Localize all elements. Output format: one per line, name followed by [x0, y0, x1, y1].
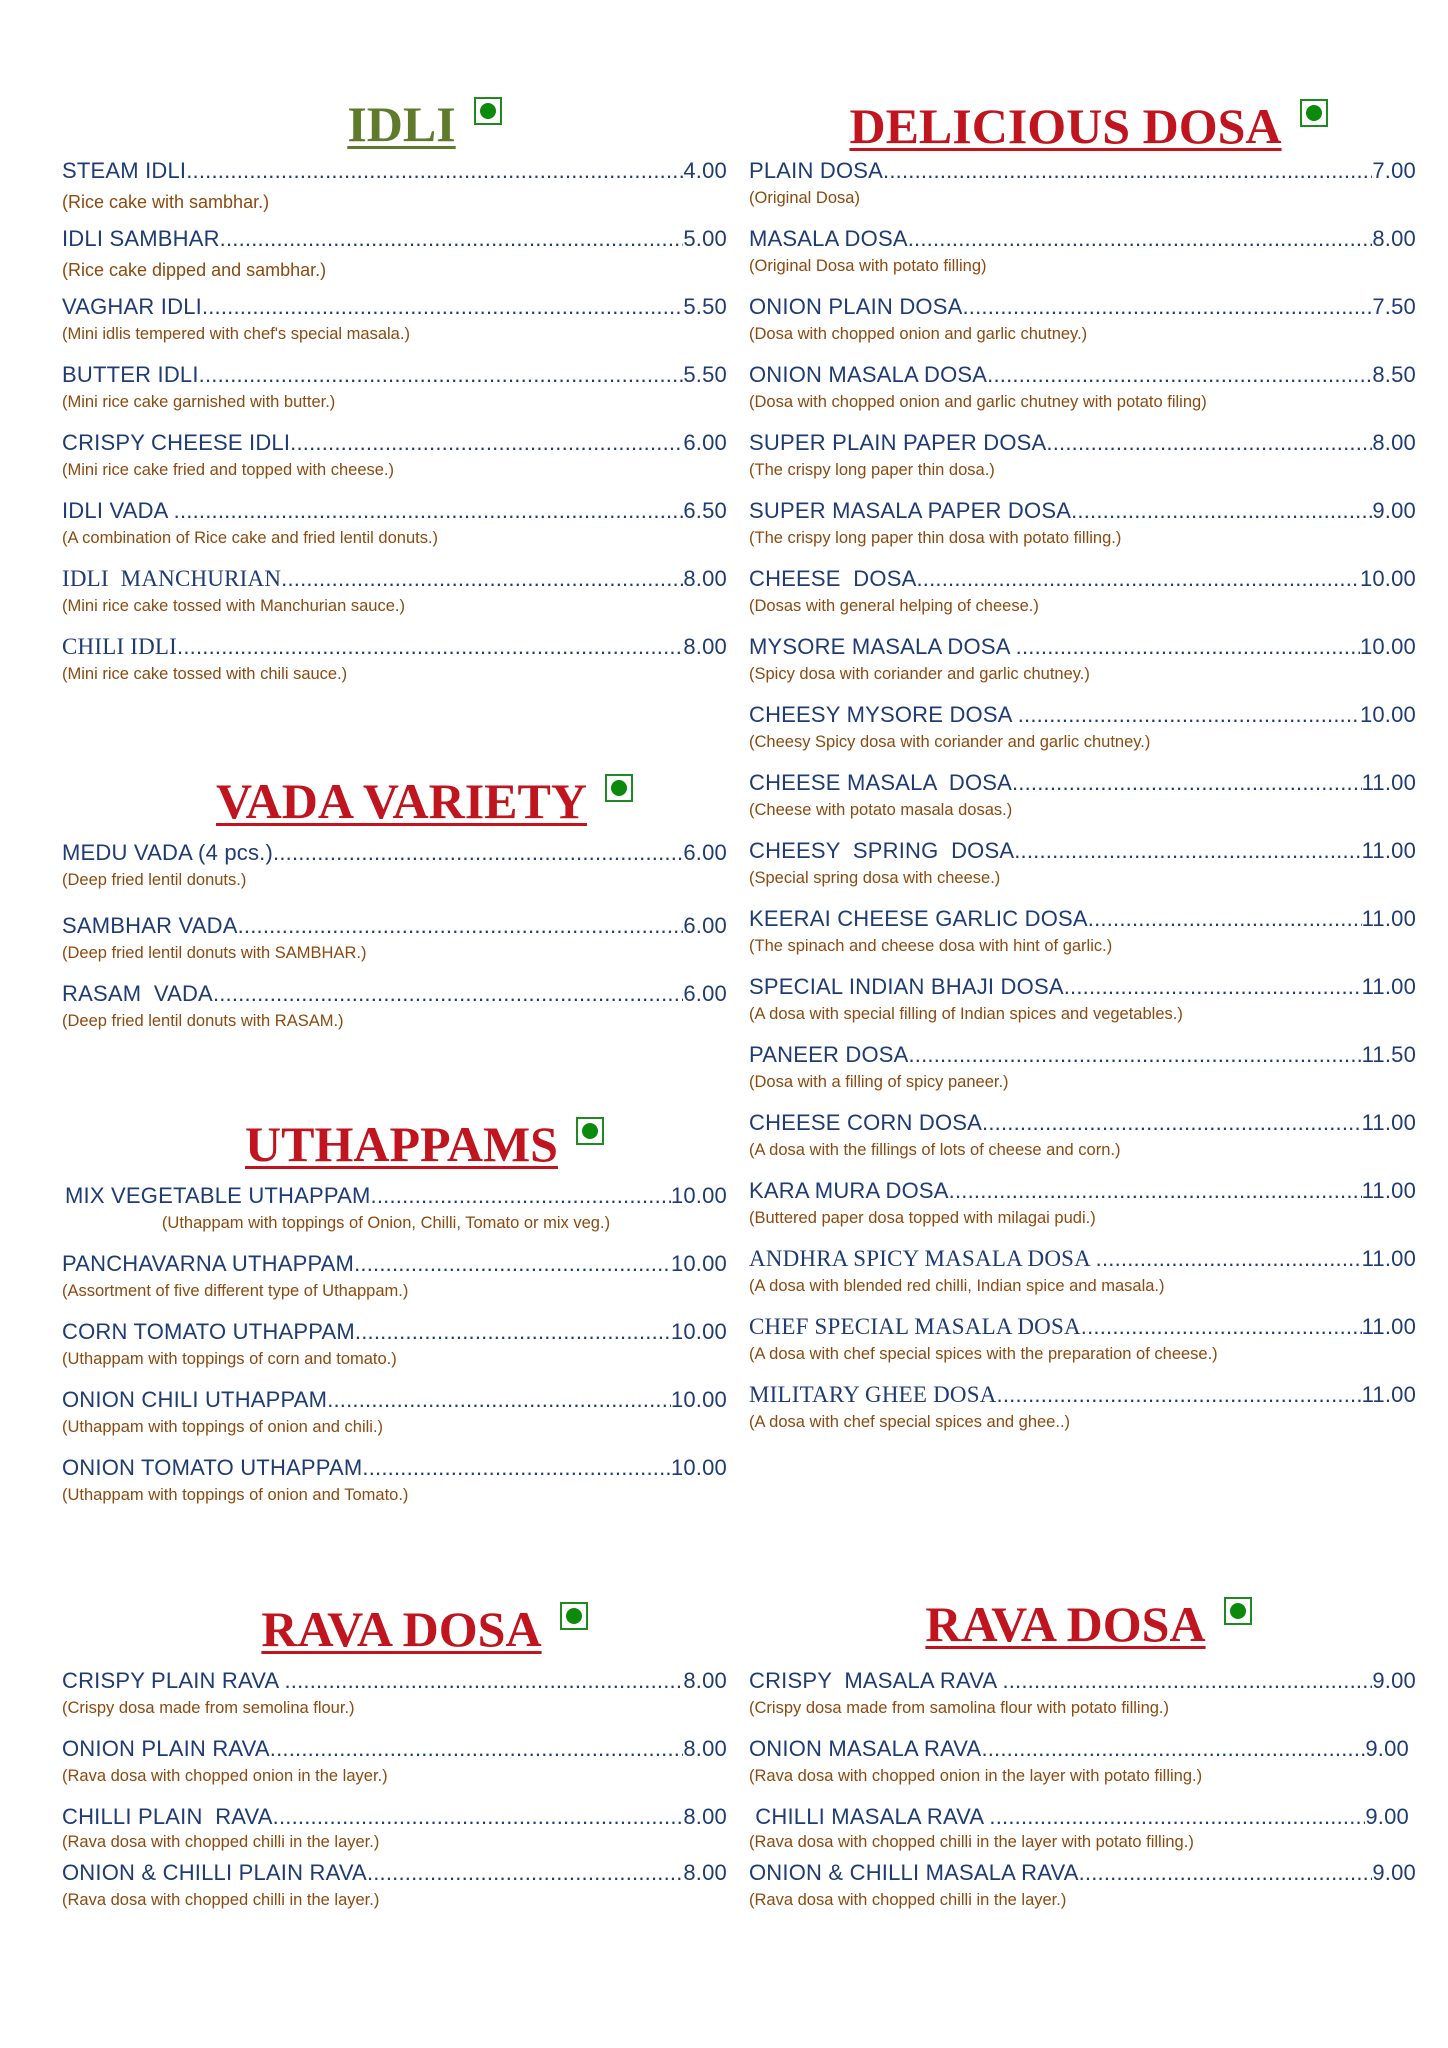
- menu-item: [749, 362, 1416, 412]
- item-name: CHEESE CORN DOSA: [749, 1110, 983, 1135]
- item-name: CHEESE DOSA: [749, 566, 917, 591]
- item-name: SUPER PLAIN PAPER DOSA: [749, 430, 1047, 455]
- item-price: 11.00: [1361, 838, 1416, 863]
- item-description: (Assortment of five different type of Uthappam.): [62, 1282, 409, 1300]
- menu-item: [749, 158, 1416, 208]
- item-price: 6.00: [683, 913, 727, 938]
- item-price: 6.50: [683, 498, 727, 523]
- item-price: 10.00: [670, 1455, 727, 1480]
- item-description: (Buttered paper dosa topped with milagai pudi.): [749, 1209, 1096, 1227]
- item-price: 8.00: [1372, 226, 1416, 251]
- item-price: 10.00: [670, 1251, 727, 1276]
- menu-item: [65, 1183, 727, 1233]
- item-price: 11.00: [1361, 1382, 1416, 1407]
- item-description: (Dosas with general helping of cheese.): [749, 597, 1039, 615]
- item-description: (Mini rice cake tossed with chili sauce.): [62, 665, 348, 683]
- item-price: 11.00: [1361, 1110, 1416, 1135]
- item-name: RASAM VADA: [62, 981, 213, 1006]
- menu-item: [62, 634, 727, 684]
- menu-item: [62, 362, 727, 412]
- item-name: STEAM IDLI: [62, 158, 187, 183]
- item-price: 10.00: [1359, 566, 1416, 591]
- menu-item: [749, 1110, 1416, 1160]
- item-price: 8.50: [1372, 362, 1416, 387]
- item-description: (Special spring dosa with cheese.): [749, 869, 1001, 887]
- veg-symbol-icon: [605, 774, 633, 802]
- item-price: 11.00: [1361, 974, 1416, 999]
- veg-symbol-icon: [560, 1602, 588, 1630]
- menu-item: [749, 770, 1416, 820]
- menu-item: [749, 1382, 1416, 1432]
- item-price: 11.00: [1361, 906, 1416, 931]
- section-title: RAVA DOSA: [925, 1596, 1206, 1652]
- item-description: (A dosa with chef special spices and ghee..): [749, 1413, 1071, 1431]
- item-description: (Dosa with a filling of spicy paneer.): [749, 1073, 1009, 1091]
- item-description: (A dosa with special filling of Indian spices and vegetables.): [749, 1005, 1183, 1023]
- item-price: 10.00: [670, 1319, 727, 1344]
- item-description: (Rice cake dipped and sambhar.): [62, 260, 327, 280]
- menu-item: [749, 1804, 1409, 1852]
- item-price: 8.00: [1372, 430, 1416, 455]
- item-description: (Rava dosa with chopped onion in the layer.): [62, 1767, 388, 1785]
- item-name: PANEER DOSA: [749, 1042, 909, 1067]
- item-price: 11.00: [1361, 1178, 1416, 1203]
- item-price: 6.00: [683, 981, 727, 1006]
- item-description: (Original Dosa with potato filling): [749, 257, 987, 275]
- item-price: 10.00: [670, 1183, 727, 1208]
- item-name: CHILI IDLI: [62, 634, 178, 659]
- menu-item: [62, 913, 727, 963]
- item-name: KEERAI CHEESE GARLIC DOSA: [749, 906, 1088, 931]
- item-description: (The spinach and cheese dosa with hint of garlic.): [749, 937, 1113, 955]
- item-price: 8.00: [683, 1736, 727, 1761]
- menu-item: [62, 1319, 727, 1369]
- menu-item: [62, 1455, 727, 1505]
- menu-item: [749, 838, 1416, 888]
- section-title: RAVA DOSA: [261, 1601, 542, 1657]
- item-name: ONION PLAIN DOSA: [749, 294, 963, 319]
- item-price: 8.00: [683, 1668, 727, 1693]
- item-name: ONION PLAIN RAVA: [62, 1736, 270, 1761]
- item-name: BUTTER IDLI: [62, 362, 199, 387]
- item-description: (Rava dosa with chopped onion in the layer with potato filling.): [749, 1767, 1203, 1785]
- menu-item: [749, 702, 1416, 752]
- item-description: (Mini rice cake tossed with Manchurian sauce.): [62, 597, 405, 615]
- item-name: MILITARY GHEE DOSA: [749, 1382, 997, 1407]
- item-description: (Rava dosa with chopped chilli in the layer.): [62, 1833, 380, 1851]
- item-price: 7.00: [1372, 158, 1416, 183]
- item-description: (Dosa with chopped onion and garlic chutney with potato filing): [749, 393, 1207, 411]
- item-price: 4.00: [683, 158, 727, 183]
- item-price: 10.00: [670, 1387, 727, 1412]
- item-price: 5.50: [683, 362, 727, 387]
- item-description: (Dosa with chopped onion and garlic chutney.): [749, 325, 1088, 343]
- section-header: [62, 772, 727, 830]
- menu-item: [749, 974, 1416, 1024]
- menu-item: [62, 430, 727, 480]
- item-description: (Deep fried lentil donuts.): [62, 871, 247, 889]
- menu-item: [62, 840, 727, 890]
- item-name: ONION & CHILLI MASALA RAVA: [749, 1860, 1079, 1885]
- item-description: (Original Dosa): [749, 189, 860, 207]
- item-description: (The crispy long paper thin dosa.): [749, 461, 995, 479]
- item-price: 8.00: [683, 1860, 727, 1885]
- item-price: 6.00: [683, 840, 727, 865]
- section-header: [62, 1115, 727, 1173]
- section-title: IDLI: [347, 96, 456, 152]
- item-price: 10.00: [1359, 634, 1416, 659]
- item-price: 9.00: [1372, 1668, 1416, 1693]
- menu-item: [749, 1736, 1409, 1786]
- item-description: (A dosa with chef special spices with the preparation of cheese.): [749, 1345, 1218, 1363]
- veg-symbol-icon: [1224, 1597, 1252, 1625]
- item-name: MASALA DOSA: [749, 226, 908, 251]
- item-description: (Uthappam with toppings of onion and Tomato.): [62, 1486, 409, 1504]
- menu-item: [749, 294, 1416, 344]
- item-name: SUPER MASALA PAPER DOSA: [749, 498, 1072, 523]
- item-name: ONION MASALA DOSA: [749, 362, 988, 387]
- menu-item: [62, 1804, 727, 1852]
- item-price: 11.00: [1361, 1314, 1416, 1339]
- item-description: (Deep fried lentil donuts with SAMBHAR.): [62, 944, 367, 962]
- item-name: ONION TOMATO UTHAPPAM: [62, 1455, 363, 1480]
- item-name: PANCHAVARNA UTHAPPAM: [62, 1251, 355, 1276]
- item-name: CRISPY PLAIN RAVA: [62, 1668, 285, 1693]
- item-name: ONION & CHILLI PLAIN RAVA: [62, 1860, 367, 1885]
- menu-item: [749, 1860, 1416, 1910]
- item-description: (Cheese with potato masala dosas.): [749, 801, 1013, 819]
- menu-item: [62, 981, 727, 1031]
- item-name: IDLI VADA: [62, 498, 174, 523]
- item-price: 9.00: [1372, 498, 1416, 523]
- item-price: 5.00: [683, 226, 727, 251]
- item-description: (A combination of Rice cake and fried lentil donuts.): [62, 529, 439, 547]
- item-price: 5.50: [683, 294, 727, 319]
- item-name: CHEESE MASALA DOSA: [749, 770, 1012, 795]
- item-name: IDLI MANCHURIAN: [62, 566, 282, 591]
- menu-item: [62, 498, 727, 548]
- menu-item: [62, 1387, 727, 1437]
- item-description: (A dosa with blended red chilli, Indian spice and masala.): [749, 1277, 1165, 1295]
- item-description: (The crispy long paper thin dosa with potato filling.): [749, 529, 1122, 547]
- item-description: (Spicy dosa with coriander and garlic chutney.): [749, 665, 1090, 683]
- item-name: ONION MASALA RAVA: [749, 1736, 982, 1761]
- section-header: [749, 1595, 1416, 1653]
- menu-item: [749, 566, 1416, 616]
- item-name: PLAIN DOSA: [749, 158, 884, 183]
- menu-item: [749, 906, 1416, 956]
- item-name: CHILLI MASALA RAVA: [749, 1804, 990, 1829]
- item-description: (Crispy dosa made from semolina flour.): [62, 1699, 355, 1717]
- menu-item: [62, 158, 727, 213]
- item-price: 7.50: [1372, 294, 1416, 319]
- item-name: KARA MURA DOSA: [749, 1178, 949, 1203]
- veg-symbol-icon: [1300, 99, 1328, 127]
- item-name: SAMBHAR VADA: [62, 913, 238, 938]
- section-header: [62, 95, 727, 153]
- item-name: CHEESY SPRING DOSA: [749, 838, 1015, 863]
- item-description: (Crispy dosa made from samolina flour with potato filling.): [749, 1699, 1170, 1717]
- item-price: 8.00: [683, 634, 727, 659]
- menu-item: [749, 498, 1416, 548]
- item-description: (Rava dosa with chopped chilli in the layer.): [749, 1891, 1067, 1909]
- item-name: MEDU VADA (4 pcs.): [62, 840, 274, 865]
- section-header: [749, 97, 1416, 155]
- item-price: 10.00: [1359, 702, 1416, 727]
- item-description: (Rava dosa with chopped chilli in the layer.): [62, 1891, 380, 1909]
- menu-item: [749, 430, 1416, 480]
- menu-item: [62, 226, 727, 281]
- item-description: (Uthappam with toppings of Onion, Chilli, Tomato or mix veg.): [161, 1214, 611, 1232]
- menu-item: [62, 1668, 727, 1718]
- item-name: ANDHRA SPICY MASALA DOSA: [749, 1246, 1096, 1271]
- item-price: 6.00: [683, 430, 727, 455]
- item-description: (Mini idlis tempered with chef's special masala.): [62, 325, 410, 343]
- menu-item: [62, 1860, 727, 1910]
- item-price: 11.00: [1361, 1246, 1416, 1271]
- item-description: (Mini rice cake garnished with butter.): [62, 393, 336, 411]
- item-name: CHEESY MYSORE DOSA: [749, 702, 1018, 727]
- item-description: (Deep fried lentil donuts with RASAM.): [62, 1012, 344, 1030]
- menu-item: [749, 1246, 1416, 1296]
- section-title: VADA VARIETY: [216, 773, 587, 829]
- menu-item: [62, 1251, 727, 1301]
- item-price: 9.00: [1365, 1804, 1409, 1829]
- item-price: 9.00: [1365, 1736, 1409, 1761]
- item-name: MIX VEGETABLE UTHAPPAM: [65, 1183, 371, 1208]
- veg-symbol-icon: [576, 1117, 604, 1145]
- item-name: CORN TOMATO UTHAPPAM: [62, 1319, 355, 1344]
- item-description: (Cheesy Spicy dosa with coriander and garlic chutney.): [749, 733, 1151, 751]
- item-name: ONION CHILI UTHAPPAM: [62, 1387, 328, 1412]
- item-name: IDLI SAMBHAR: [62, 226, 220, 251]
- menu-item: [749, 1042, 1416, 1092]
- item-price: 11.00: [1361, 770, 1416, 795]
- item-name: VAGHAR IDLI: [62, 294, 202, 319]
- menu-item: [62, 1736, 727, 1786]
- item-name: CHEF SPECIAL MASALA DOSA: [749, 1314, 1081, 1339]
- section-header: [62, 1600, 727, 1658]
- item-price: 8.00: [683, 1804, 727, 1829]
- item-price: 11.50: [1361, 1042, 1416, 1067]
- item-name: SPECIAL INDIAN BHAJI DOSA: [749, 974, 1064, 999]
- item-price: 9.00: [1372, 1860, 1416, 1885]
- item-name: CRISPY MASALA RAVA: [749, 1668, 1003, 1693]
- item-description: (Rice cake with sambhar.): [62, 192, 270, 212]
- item-description: (A dosa with the fillings of lots of cheese and corn.): [749, 1141, 1121, 1159]
- menu-item: [749, 1314, 1416, 1364]
- item-price: 8.00: [683, 566, 727, 591]
- item-description: (Mini rice cake fried and topped with cheese.): [62, 461, 394, 479]
- menu-item: [749, 634, 1416, 684]
- menu-item: [749, 1178, 1416, 1228]
- menu-item: [62, 294, 727, 344]
- section-title: UTHAPPAMS: [245, 1116, 558, 1172]
- section-title: DELICIOUS DOSA: [849, 98, 1282, 154]
- veg-symbol-icon: [474, 97, 502, 125]
- item-description: (Uthappam with toppings of onion and chili.): [62, 1418, 384, 1436]
- menu-item: [749, 226, 1416, 276]
- item-name: CHILLI PLAIN RAVA: [62, 1804, 273, 1829]
- item-description: (Rava dosa with chopped chilli in the layer with potato filling.): [749, 1833, 1194, 1851]
- item-description: (Uthappam with toppings of corn and tomato.): [62, 1350, 397, 1368]
- item-name: CRISPY CHEESE IDLI: [62, 430, 291, 455]
- item-name: MYSORE MASALA DOSA: [749, 634, 1016, 659]
- menu-item: [749, 1668, 1416, 1718]
- menu-item: [62, 566, 727, 616]
